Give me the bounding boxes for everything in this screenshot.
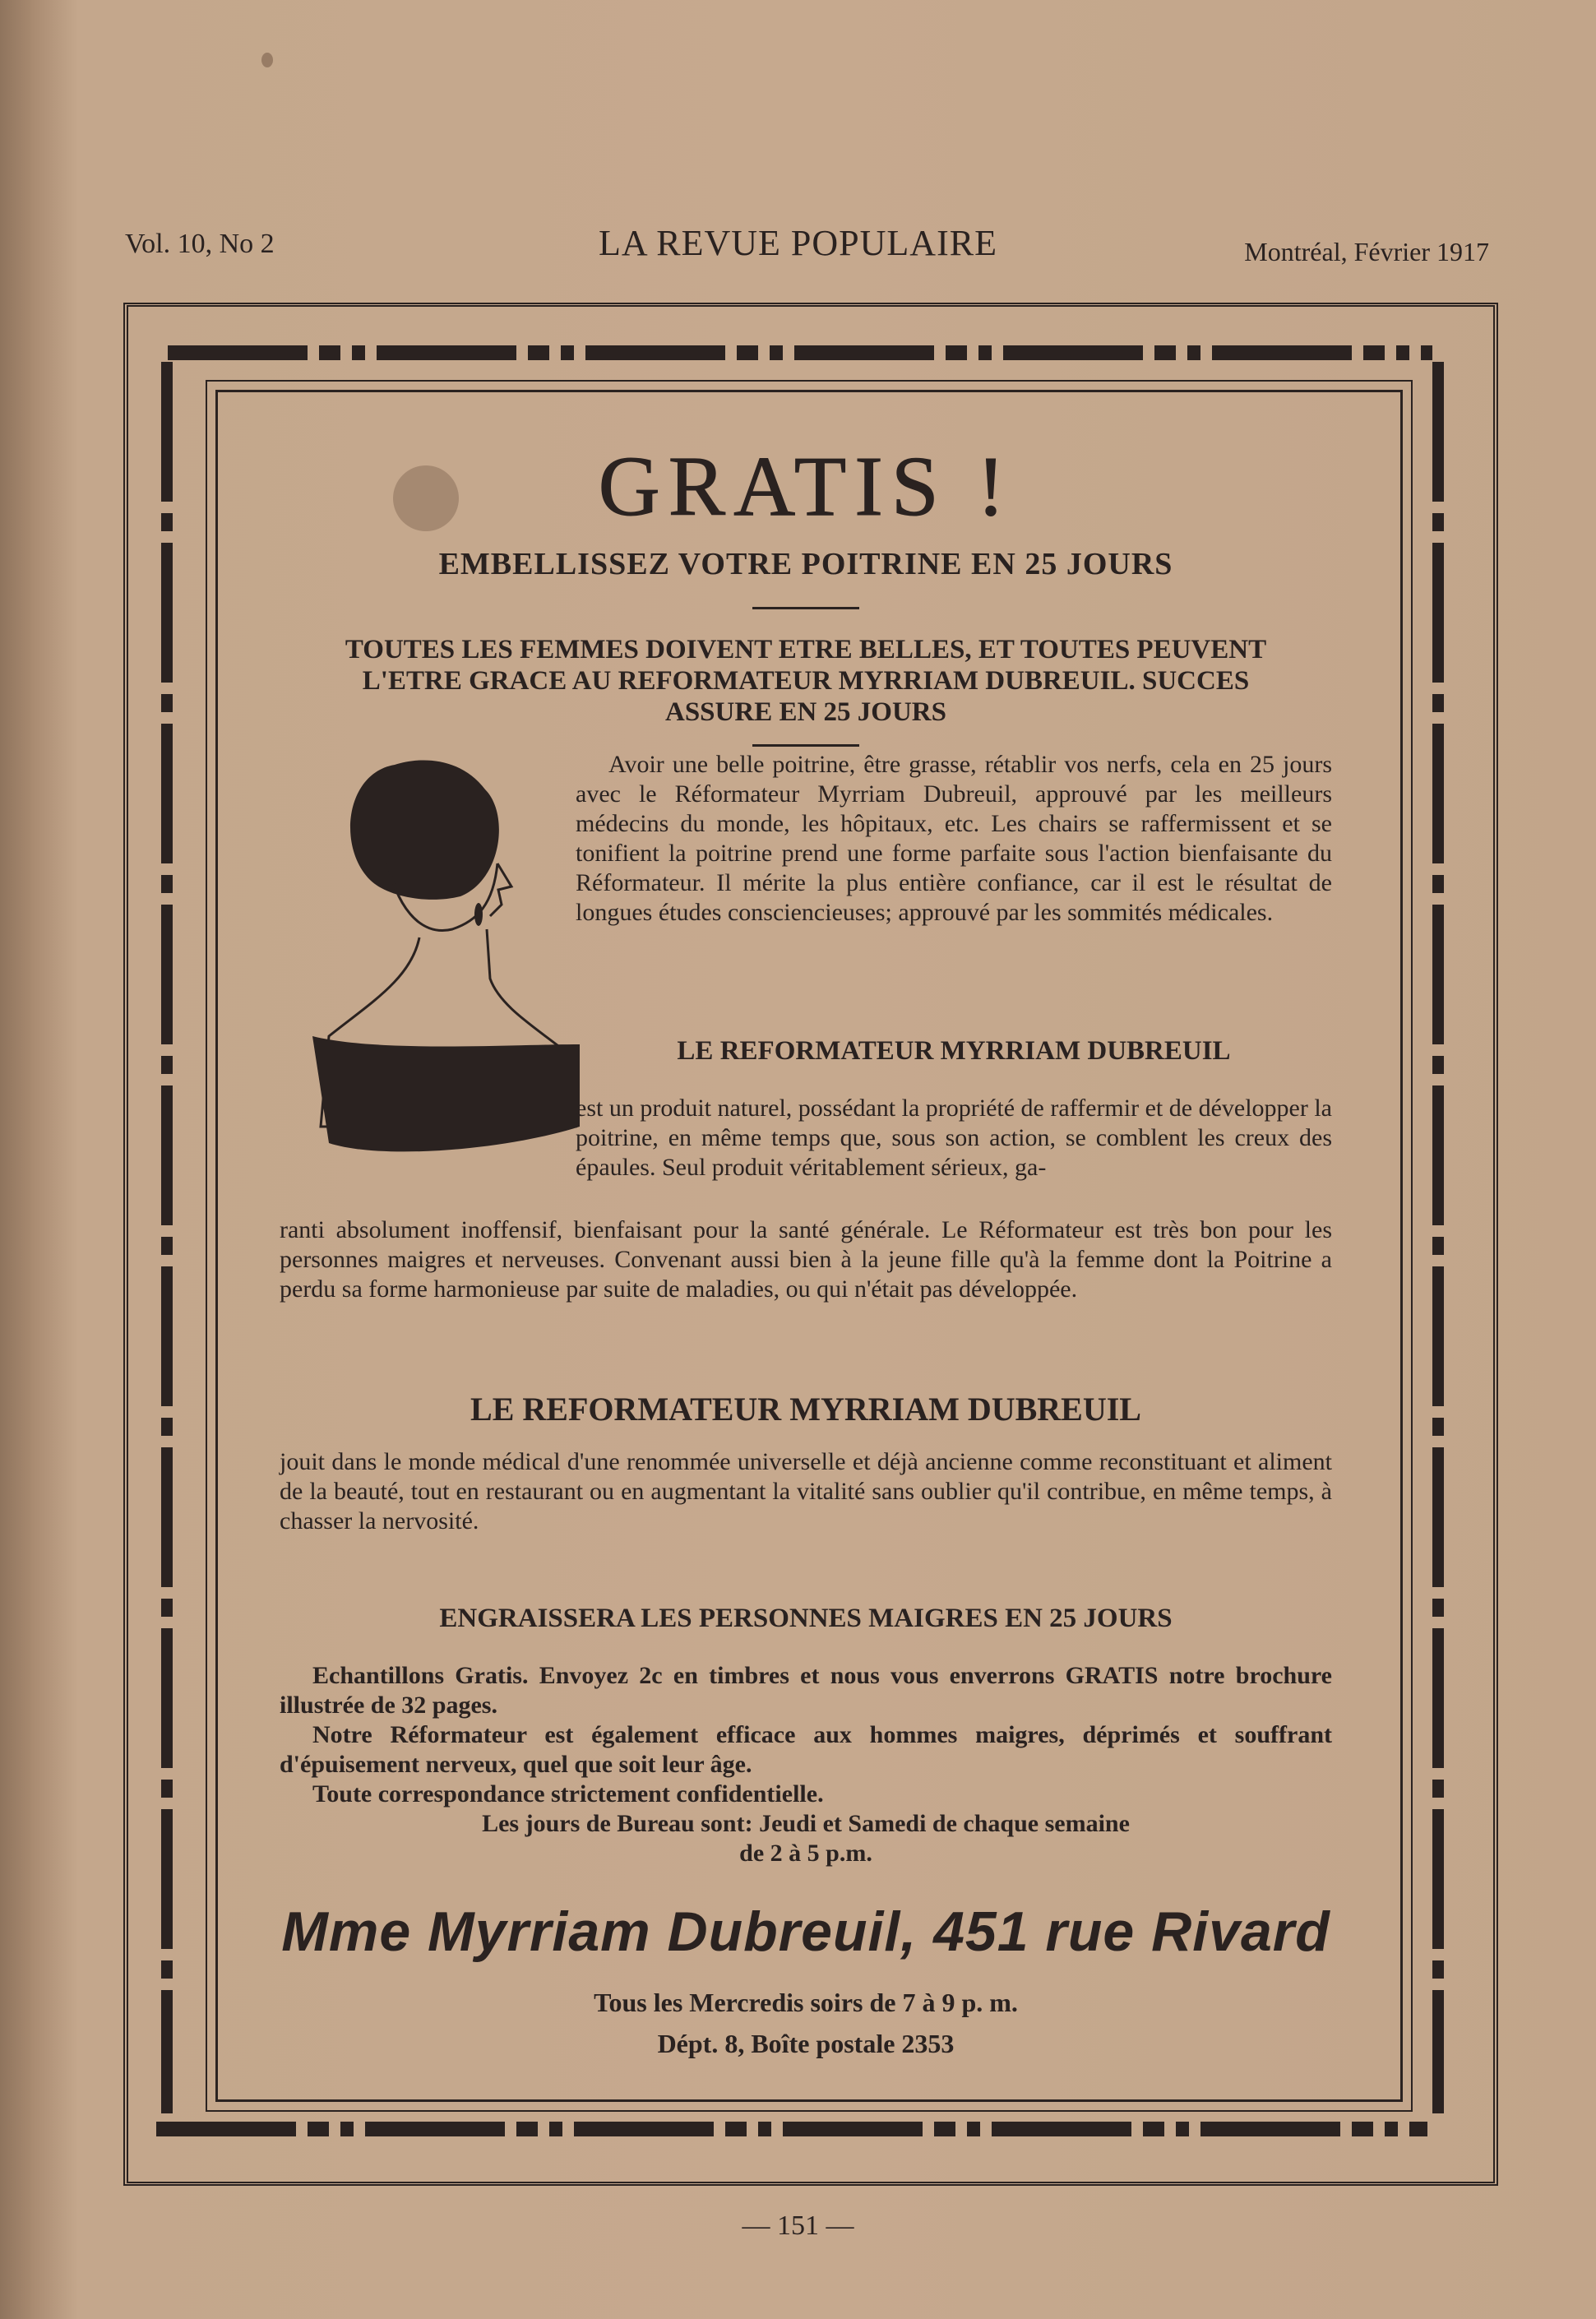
ornament-right bbox=[1432, 362, 1444, 2113]
divider bbox=[752, 607, 859, 609]
publication-title: LA REVUE POPULAIRE bbox=[599, 223, 997, 263]
ornament-bottom bbox=[156, 2122, 1427, 2136]
paragraph-2: est un produit naturel, possédant la propriété de raffermir et de développer la poitrine, en même temps que, sous son action, se comblent les creux des épaules. Seul produit véritablement sérieux, ga- bbox=[576, 1095, 1332, 1181]
heading-reformateur-2: LE REFORMATEUR MYRRIAM DUBREUIL bbox=[470, 1391, 1141, 1428]
notice-samples: Echantillons Gratis. Envoyez 2c en timbres et nous vous enverrons GRATIS notre brochure illustrée de 32 pages. bbox=[280, 1662, 1332, 1719]
woman-portrait-illustration bbox=[296, 740, 592, 1184]
divider bbox=[752, 744, 859, 747]
notice-men: Notre Réformateur est également efficace aux hommes maigres, déprimés et souffrant d'épuisement nerveux, quel que soit leur âge. bbox=[280, 1721, 1332, 1778]
heading-reformateur-1: LE REFORMATEUR MYRRIAM DUBREUIL bbox=[677, 1036, 1231, 1066]
paragraph-1: Avoir une belle poitrine, être grasse, rétablir vos nerfs, cela en 25 jours avec le Réformateur Myrriam Dubreuil, approuvé par les meilleurs médecins du monde, les hôpitaux, etc. Les chairs se raffermissent et se tonifient la poitrine prend une forme parfaite sous l'action bienfaisante du Réformateur. Il mérite la plus entière confiance, car il est le résultat de longues études consciencieuses; approuvé par les sommités médicales. bbox=[576, 751, 1332, 926]
postal-box: Dépt. 8, Boîte postale 2353 bbox=[657, 2029, 955, 2058]
notice-office-hours: de 2 à 5 p.m. bbox=[739, 1840, 872, 1867]
ad-lead: TOUTES LES FEMMES DOIVENT ETRE BELLES, ET TOUTES PEUVENT L'ETRE GRACE AU REFORMATEUR MYRRIAM DUBREUIL. SUCCES ASSURE EN 25 JOURS bbox=[345, 635, 1267, 727]
ornament-left bbox=[161, 362, 173, 2113]
notice-confidential: Toute correspondance strictement confidentielle. bbox=[312, 1780, 824, 1808]
page-header bbox=[0, 222, 1596, 271]
advertiser-name-address: Mme Myrriam Dubreuil, 451 rue Rivard bbox=[281, 1900, 1330, 1963]
place-date: Montréal, Février 1917 bbox=[1244, 237, 1489, 266]
evening-hours: Tous les Mercredis soirs de 7 à 9 p. m. bbox=[594, 1988, 1018, 2017]
ink-spot bbox=[261, 53, 273, 67]
ad-title: GRATIS ! bbox=[598, 439, 1014, 534]
ad-subtitle: EMBELLISSEZ VOTRE POITRINE EN 25 JOURS bbox=[438, 547, 1173, 581]
page-number: — 151 — bbox=[742, 2210, 854, 2241]
contact-info bbox=[280, 1982, 1332, 2064]
paragraph-4: jouit dans le monde médical d'une renommée universelle et déjà ancienne comme reconstituant et aliment de la beauté, tout en restaurant ou en augmentant la vitalité sans oublier qu'il contribue, en même temps, à chasser la nervosité. bbox=[280, 1448, 1332, 1534]
page-spine-shadow bbox=[0, 0, 33, 2319]
ornament-top bbox=[168, 345, 1432, 360]
notice-office-days: Les jours de Bureau sont: Jeudi et Samedi de chaque semaine bbox=[482, 1810, 1130, 1837]
heading-engraissera: ENGRAISSERA LES PERSONNES MAIGRES EN 25 JOURS bbox=[439, 1604, 1173, 1633]
ad-content bbox=[280, 428, 1332, 2058]
paragraph-3: ranti absolument inoffensif, bienfaisant pour la santé générale. Le Réformateur est très bon pour les personnes maigres et nerveuses. Convenant aussi bien à la jeune fille qu'à la femme dont la Poitrine a perdu sa forme harmonieuse par suite de maladies, ou qui n'était pas développée. bbox=[280, 1216, 1332, 1303]
volume-number: Vol. 10, No 2 bbox=[125, 229, 275, 259]
notice-block bbox=[280, 1661, 1332, 1868]
